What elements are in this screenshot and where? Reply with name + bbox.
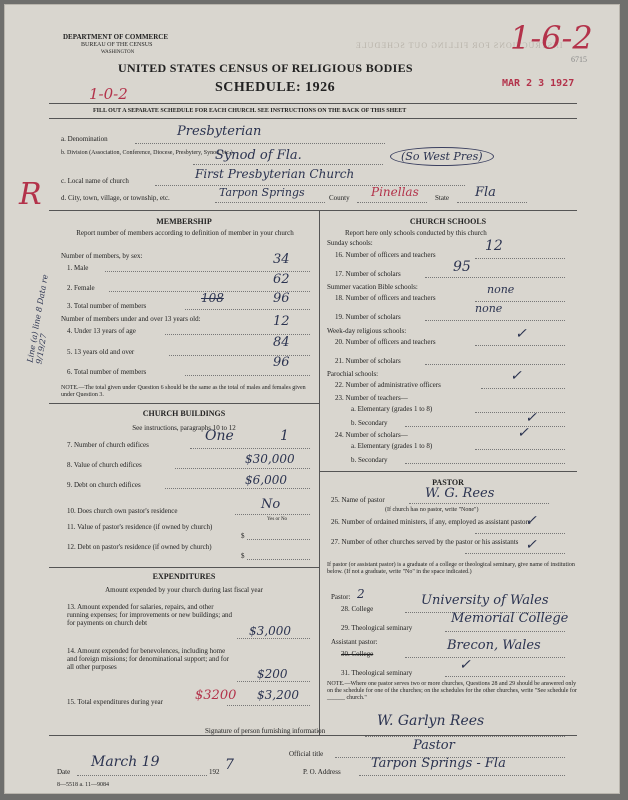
q14-value: $200	[257, 667, 288, 681]
q19-value: none	[475, 302, 503, 315]
instruction-line: FILL OUT A SEPARATE SCHEDULE FOR EACH CHURCH. SEE INSTRUCTIONS ON THE BACK OF THIS SHEET	[93, 108, 407, 114]
q26-check: ✓	[525, 513, 537, 529]
q24a-label: a. Elementary (grades 1 to 8)	[351, 442, 433, 450]
schedule-title: SCHEDULE: 1926	[215, 80, 336, 95]
q15-value-red: $3200	[195, 688, 237, 703]
q24b-label: b. Secondary	[351, 456, 388, 464]
q28-label: 28. College	[341, 605, 374, 613]
po-address-value: Tarpon Springs - Fla	[371, 756, 506, 771]
form-title: UNITED STATES CENSUS OF RELIGIOUS BODIES	[118, 61, 413, 75]
q30-value: Brecon, Wales	[447, 638, 541, 653]
division-value: Synod of Fla.	[215, 148, 302, 163]
q11-dollar: $	[241, 532, 245, 540]
q1-label: 1. Male	[67, 264, 89, 272]
expenditures-sub: Amount expended by your church during last fiscal year	[105, 586, 263, 594]
asst-pastor-label: Assistant pastor:	[331, 638, 378, 646]
expenditures-title: EXPENDITURES	[152, 572, 216, 581]
denomination-label: a. Denomination	[61, 135, 108, 143]
q25-label: 25. Name of pastor	[331, 496, 385, 504]
pastor-mark: 2	[357, 587, 365, 601]
q4-label: 4. Under 13 years of age	[67, 327, 136, 335]
official-title-value: Pastor	[413, 738, 455, 753]
file-number: 6715	[571, 55, 587, 64]
bleed-through-text: INSTRUCTIONS FOR FILLING OUT SCHEDULE	[355, 41, 563, 50]
q19-label: 19. Number of scholars	[335, 313, 401, 321]
q22-check: ✓	[510, 368, 522, 384]
q10-hint: Yes or No	[267, 517, 288, 522]
top-right-mark: 1-6-2	[510, 19, 593, 57]
summer-label: Summer vacation Bible schools:	[327, 283, 418, 291]
q26-label: 26. Number of ordained ministers, if any, employed as assistant pastors	[331, 518, 531, 526]
q7-value: One	[205, 428, 234, 444]
year-prefix: 192	[209, 768, 220, 776]
q1-value: 34	[273, 252, 290, 267]
q7-number: 1	[280, 428, 289, 444]
q18-value: none	[487, 283, 515, 296]
q5-label: 5. 13 years old and over	[67, 348, 135, 356]
q24-check: ✓	[517, 425, 529, 441]
college-note: If pastor (or assistant pastor) is a graduate of a college or theological seminary, give name of institution below. (If not a graduate, write "No" in the space indicated.)	[327, 562, 575, 575]
county-label: County	[329, 194, 350, 202]
denomination-value: Presbyterian	[177, 124, 262, 139]
signature-label: Signature of person furnishing information	[205, 727, 326, 735]
q25-note: (If church has no pastor, write "None")	[385, 507, 479, 513]
division-label: b. Division (Association, Conference, Diocese, Presbytery, Synod, etc.)	[61, 150, 233, 156]
q31-label: 31. Theological seminary	[341, 669, 413, 677]
official-title-label: Official title	[289, 750, 324, 758]
q31-check: ✓	[459, 657, 471, 673]
q9-label: 9. Debt on church edifices	[67, 481, 141, 489]
bureau-label: BUREAU OF THE CENSUS	[81, 42, 153, 48]
q16-value: 12	[485, 238, 503, 254]
q27-label: 27. Number of other churches served by the pastor or his assistants	[331, 538, 519, 546]
q2-label: 2. Female	[67, 284, 95, 292]
q9-value: $6,000	[245, 473, 287, 487]
signature-value: W. Garlyn Rees	[377, 713, 485, 729]
q7-label: 7. Number of church edifices	[67, 441, 149, 449]
pastor-note: NOTE.—Where one pastor serves two or more churches, Questions 28 and 29 should be answered only on the schedule for one of the churches; on the schedules for the other churches, write "See schedule for ______ church."	[327, 681, 577, 701]
date-value: March 19	[91, 754, 160, 770]
q22-label: 22. Number of administrative officers	[335, 381, 441, 389]
buildings-sub: See instructions, paragraphs 10 to 12	[132, 424, 236, 432]
q15-label: 15. Total expenditures during year	[67, 698, 163, 706]
q30-label: 30. College	[341, 650, 374, 658]
form-footer: 8—5518 a. 11—9084	[57, 782, 109, 788]
q20-check: ✓	[515, 326, 527, 342]
schools-title: CHURCH SCHOOLS	[409, 217, 487, 226]
department-label: DEPARTMENT OF COMMERCE	[63, 33, 169, 41]
q5-value: 84	[273, 335, 290, 350]
q8-value: $30,000	[245, 452, 295, 466]
top-left-mark: 1-0-2	[89, 85, 128, 103]
q10-label: 10. Does church own pastor's residence	[67, 507, 178, 515]
city-label: WASHINGTON	[101, 50, 135, 55]
q4-value: 12	[273, 314, 290, 329]
q24-label: 24. Number of scholars—	[335, 431, 408, 439]
q18-label: 18. Number of officers and teachers	[335, 294, 436, 302]
city-label-d: d. City, town, village, or township, etc.	[61, 194, 170, 202]
q10-value: No	[261, 497, 281, 512]
parochial-label: Parochial schools:	[327, 370, 379, 378]
q13-label: 13. Amount expended for salaries, repairs, and other running expenses; for improvements or new buildings; and for payments on church debt	[67, 603, 233, 627]
census-form	[4, 4, 620, 794]
q23-check: ✓	[525, 410, 537, 426]
q23-label: 23. Number of teachers—	[335, 394, 408, 402]
q6-value: 96	[273, 355, 290, 370]
year-value: 7	[225, 757, 234, 773]
q17-value: 95	[453, 259, 471, 275]
state-value: Fla	[475, 185, 496, 200]
schools-intro: Report here only schools conducted by this church	[345, 229, 487, 237]
q6-label: 6. Total number of members	[67, 368, 147, 376]
buildings-title: CHURCH BUILDINGS	[142, 409, 226, 418]
q28-value: University of Wales	[421, 593, 549, 608]
q15-value: $3,200	[257, 688, 299, 702]
q21-label: 21. Number of scholars	[335, 357, 401, 365]
q2-value: 62	[273, 272, 290, 287]
q12-dollar: $	[241, 552, 245, 560]
city-value: Tarpon Springs	[219, 186, 305, 199]
q12-label: 12. Debt on pastor's residence (if owned by church)	[67, 543, 212, 551]
po-address-label: P. O. Address	[303, 768, 341, 776]
q23b-label: b. Secondary	[351, 419, 388, 427]
q3-struck: 108	[201, 291, 224, 305]
q23a-label: a. Elementary (grades 1 to 8)	[351, 405, 433, 413]
pastor-title: PASTOR	[432, 478, 464, 487]
pastor-label: Pastor:	[331, 593, 351, 601]
margin-note: Line (a) line 8 Data re 9/19/27	[25, 273, 50, 365]
received-date-stamp: MAR 2 3 1927	[502, 78, 575, 89]
q25-value: W. G. Rees	[425, 486, 495, 501]
by-sex-label: Number of members, by sex:	[61, 252, 143, 260]
q20-label: 20. Number of officers and teachers	[335, 338, 436, 346]
sunday-label: Sunday schools:	[327, 239, 373, 247]
q3-value: 96	[273, 291, 290, 306]
county-value: Pinellas	[371, 185, 419, 199]
under-over-label: Number of members under and over 13 years old:	[61, 315, 201, 323]
church-name-label: c. Local name of church	[61, 177, 129, 185]
membership-note: NOTE.—The total given under Question 6 should be the same as the total of males and females given under Question 3.	[61, 385, 306, 398]
membership-title: MEMBERSHIP	[156, 217, 212, 226]
q29-value: Memorial College	[451, 611, 569, 626]
q11-label: 11. Value of pastor's residence (if owned by church)	[67, 523, 213, 531]
weekday-label: Week-day religious schools:	[327, 327, 407, 335]
q8-label: 8. Value of church edifices	[67, 461, 142, 469]
state-label: State	[435, 194, 449, 202]
q16-label: 16. Number of officers and teachers	[335, 251, 436, 259]
division-note: (So West Pres)	[390, 147, 494, 166]
church-name-value: First Presbyterian Church	[195, 167, 355, 181]
q13-value: $3,000	[249, 624, 291, 638]
margin-mark-r: R	[19, 177, 42, 212]
q29-label: 29. Theological seminary	[341, 624, 413, 632]
q27-check: ✓	[525, 537, 537, 553]
membership-intro: Report number of members according to definition of member in your church	[76, 229, 294, 237]
q3-label: 3. Total number of members	[67, 302, 147, 310]
date-label: Date	[57, 768, 71, 776]
q17-label: 17. Number of scholars	[335, 270, 401, 278]
q14-label: 14. Amount expended for benevolences, including home and foreign missions; for denominational support; and for all other purposes	[67, 647, 229, 671]
